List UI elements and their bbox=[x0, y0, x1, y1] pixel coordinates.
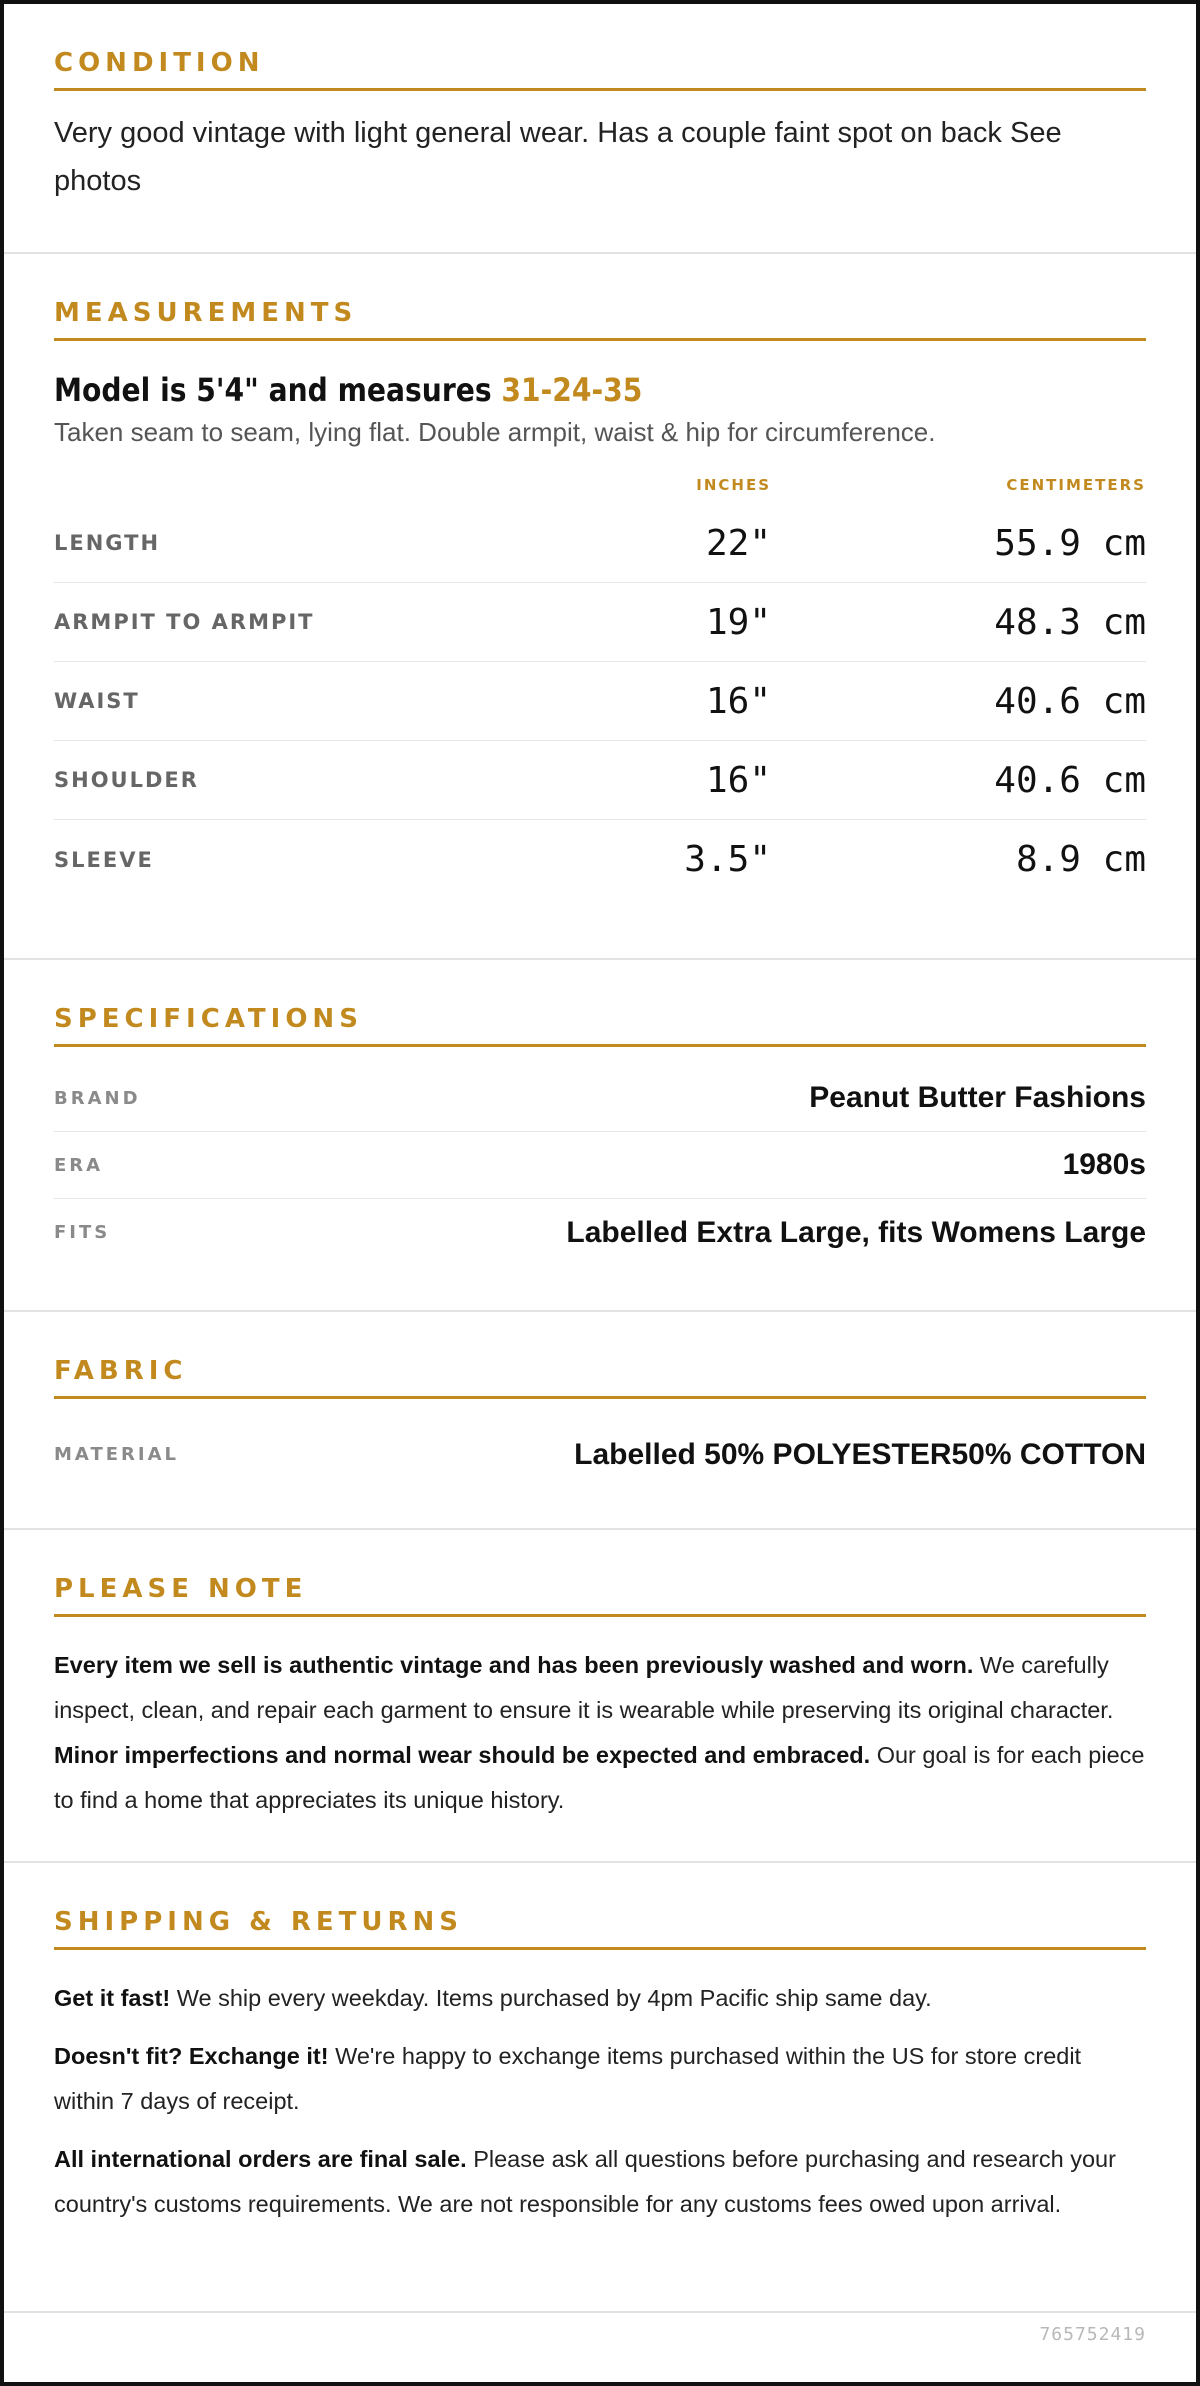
centimeters-column-header: CENTIMETERS bbox=[1006, 476, 1146, 494]
please-note-text bbox=[54, 1643, 1146, 1823]
measurement-label: SLEEVE bbox=[54, 847, 154, 872]
measurement-inches: 16" bbox=[705, 680, 771, 722]
table-row bbox=[54, 662, 1146, 741]
inches-column-header: INCHES bbox=[696, 476, 771, 494]
shipping-returns-heading: SHIPPING & RETURNS bbox=[54, 1907, 1146, 1950]
fabric-table bbox=[54, 1421, 1146, 1488]
spec-label: BRAND bbox=[54, 1087, 141, 1109]
spec-value: 1980s bbox=[1062, 1148, 1146, 1181]
shipping-bold: Get it fast! bbox=[54, 1985, 171, 2011]
measurement-inches: 22" bbox=[705, 522, 771, 564]
table-row bbox=[54, 1065, 1146, 1132]
shipping-text: We ship every weekday. Items purchased by 4pm Pacific ship same day. bbox=[170, 1985, 932, 2011]
table-row bbox=[54, 504, 1146, 583]
note-bold-1: Every item we sell is authentic vintage and has been previously washed and worn. bbox=[54, 1652, 974, 1678]
measurements-table-header bbox=[54, 476, 1146, 494]
table-row bbox=[54, 1132, 1146, 1199]
measurements-heading: MEASUREMENTS bbox=[54, 298, 1146, 341]
shipping-returns-section bbox=[4, 1863, 1196, 2313]
measurement-cm: 8.9 cm bbox=[1015, 839, 1146, 880]
measurement-inches: 19" bbox=[705, 601, 771, 643]
shipping-paragraph bbox=[54, 2137, 1146, 2227]
table-row bbox=[54, 1199, 1146, 1266]
fabric-section bbox=[4, 1312, 1196, 1530]
spec-value: Peanut Butter Fashions bbox=[809, 1081, 1146, 1114]
model-prefix: Model is 5'4" and measures bbox=[54, 371, 502, 409]
measurement-inches: 3.5" bbox=[684, 839, 771, 880]
shipping-text: We're happy to exchange items purchased within the US for store credit within 7 days of receipt. bbox=[54, 2043, 1082, 2114]
measurement-cm: 40.6 cm bbox=[994, 680, 1146, 722]
shipping-bold: Doesn't fit? Exchange it! bbox=[54, 2043, 329, 2069]
spec-value: Labelled Extra Large, fits Womens Large bbox=[566, 1215, 1146, 1249]
specifications-table bbox=[54, 1065, 1146, 1266]
measurements-table bbox=[54, 504, 1146, 899]
fabric-value: Labelled 50% POLYESTER50% COTTON bbox=[574, 1437, 1146, 1471]
shipping-paragraph bbox=[54, 2034, 1146, 2124]
specifications-section bbox=[4, 960, 1196, 1312]
measurement-cm: 55.9 cm bbox=[994, 522, 1146, 564]
measurements-section bbox=[4, 254, 1196, 960]
specifications-heading: SPECIFICATIONS bbox=[54, 1004, 1146, 1047]
condition-section bbox=[4, 4, 1196, 254]
measurement-inches: 16" bbox=[705, 759, 771, 801]
table-row bbox=[54, 820, 1146, 899]
condition-heading: CONDITION bbox=[54, 48, 1146, 91]
measurement-label: LENGTH bbox=[54, 531, 161, 555]
spec-label: FITS bbox=[54, 1222, 111, 1243]
measurement-cm: 40.6 cm bbox=[994, 759, 1146, 801]
please-note-section bbox=[4, 1530, 1196, 1863]
spec-label: ERA bbox=[54, 1154, 104, 1176]
fabric-heading: FABRIC bbox=[54, 1356, 1146, 1399]
model-measurements-line bbox=[54, 371, 1015, 409]
condition-text: Very good vintage with light general wear. Has a couple faint spot on back See photos bbox=[54, 117, 1062, 197]
measurement-label: WAIST bbox=[54, 689, 140, 713]
note-text-2: Our goal is for each piece to find a home that appreciates its unique history. bbox=[54, 1742, 1145, 1813]
table-row bbox=[54, 583, 1146, 662]
fabric-label: MATERIAL bbox=[54, 1444, 179, 1465]
measurement-label: ARMPIT TO ARMPIT bbox=[54, 610, 315, 634]
note-text-1: We carefully inspect, clean, and repair each garment to ensure it is wearable while preserving its original character. bbox=[54, 1652, 1114, 1723]
shipping-bold: All international orders are final sale. bbox=[54, 2146, 467, 2172]
table-row bbox=[54, 741, 1146, 820]
model-measure-value: 31-24-35 bbox=[501, 371, 643, 409]
measurement-cm: 48.3 cm bbox=[994, 601, 1146, 643]
shipping-text: Please ask all questions before purchasing and research your country's customs requirements. We are not responsible for any customs fees owed upon arrival. bbox=[54, 2146, 1116, 2217]
measurement-label: SHOULDER bbox=[54, 768, 199, 792]
note-bold-2: Minor imperfections and normal wear should be expected and embraced. bbox=[54, 1742, 871, 1768]
table-row bbox=[54, 1421, 1146, 1488]
product-id: 765752419 bbox=[1039, 2324, 1146, 2345]
measurements-subtitle: Taken seam to seam, lying flat. Double armpit, waist & hip for circumference. bbox=[54, 417, 936, 447]
shipping-paragraph bbox=[54, 1976, 1146, 2021]
please-note-heading: PLEASE NOTE bbox=[54, 1574, 1146, 1617]
